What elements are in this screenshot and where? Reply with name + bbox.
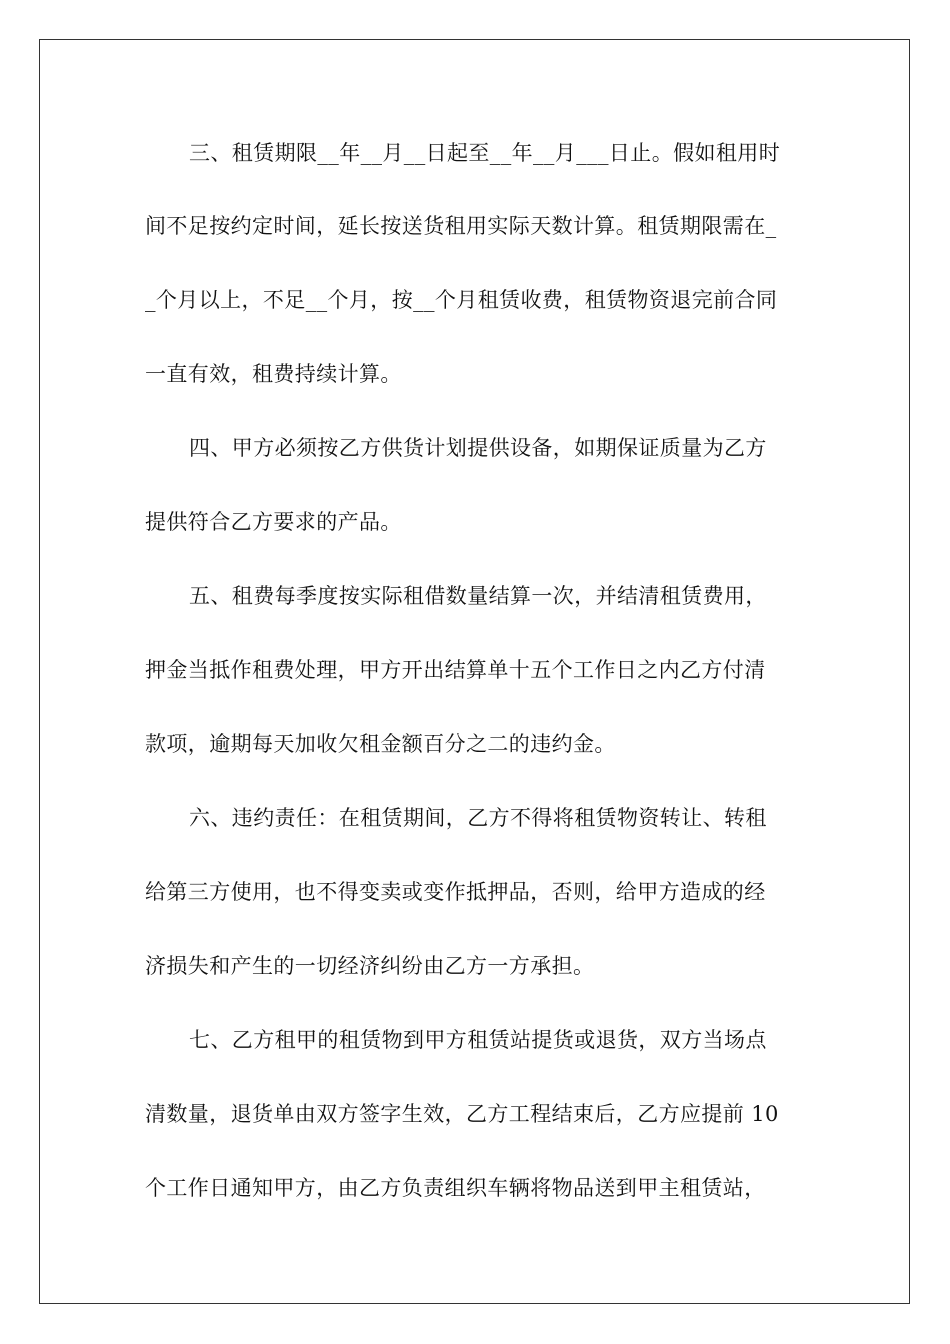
clause-7-line-1: 七、乙方租甲的租赁物到甲方租赁站提货或退货，双方当场点 [189, 1028, 767, 1052]
clause-6-line-1: 六、违约责任：在租赁期间，乙方不得将租赁物资转让、转租 [189, 806, 767, 830]
clause-5-line-2: 押金当抵作租费处理，甲方开出结算单十五个工作日之内乙方付清 [145, 658, 766, 682]
clause-7-line-2: 清数量，退货单由双方签字生效，乙方工程结束后，乙方应提前 10 [145, 1102, 779, 1126]
clause-7-line-3: 个工作日通知甲方，由乙方负责组织车辆将物品送到甲主租赁站， [145, 1176, 766, 1200]
clause-4-line-1: 四、甲方必须按乙方供货计划提供设备，如期保证质量为乙方 [189, 436, 767, 460]
clause-3-line-1: 三、租赁期限__年__月__日起至__年__月___日止。假如租用时 [189, 141, 781, 165]
clause-3-line-2: 间不足按约定时间，延长按送货租用实际天数计算。租赁期限需在_ [145, 214, 777, 238]
clause-3-line-4: 一直有效，租费持续计算。 [145, 362, 402, 386]
clause-5-line-3: 款项，逾期每天加收欠租金额百分之二的违约金。 [145, 732, 616, 756]
clause-3-line-3: _个月以上，不足__个月，按__个月租赁收费，租赁物资退完前合同 [145, 288, 778, 312]
clause-4-line-2: 提供符合乙方要求的产品。 [145, 510, 402, 534]
clause-6-line-3: 济损失和产生的一切经济纠纷由乙方一方承担。 [145, 954, 595, 978]
clause-5-line-1: 五、租费每季度按实际租借数量结算一次，并结清租赁费用， [189, 584, 767, 608]
clause-6-line-2: 给第三方使用，也不得变卖或变作抵押品，否则，给甲方造成的经 [145, 880, 766, 904]
